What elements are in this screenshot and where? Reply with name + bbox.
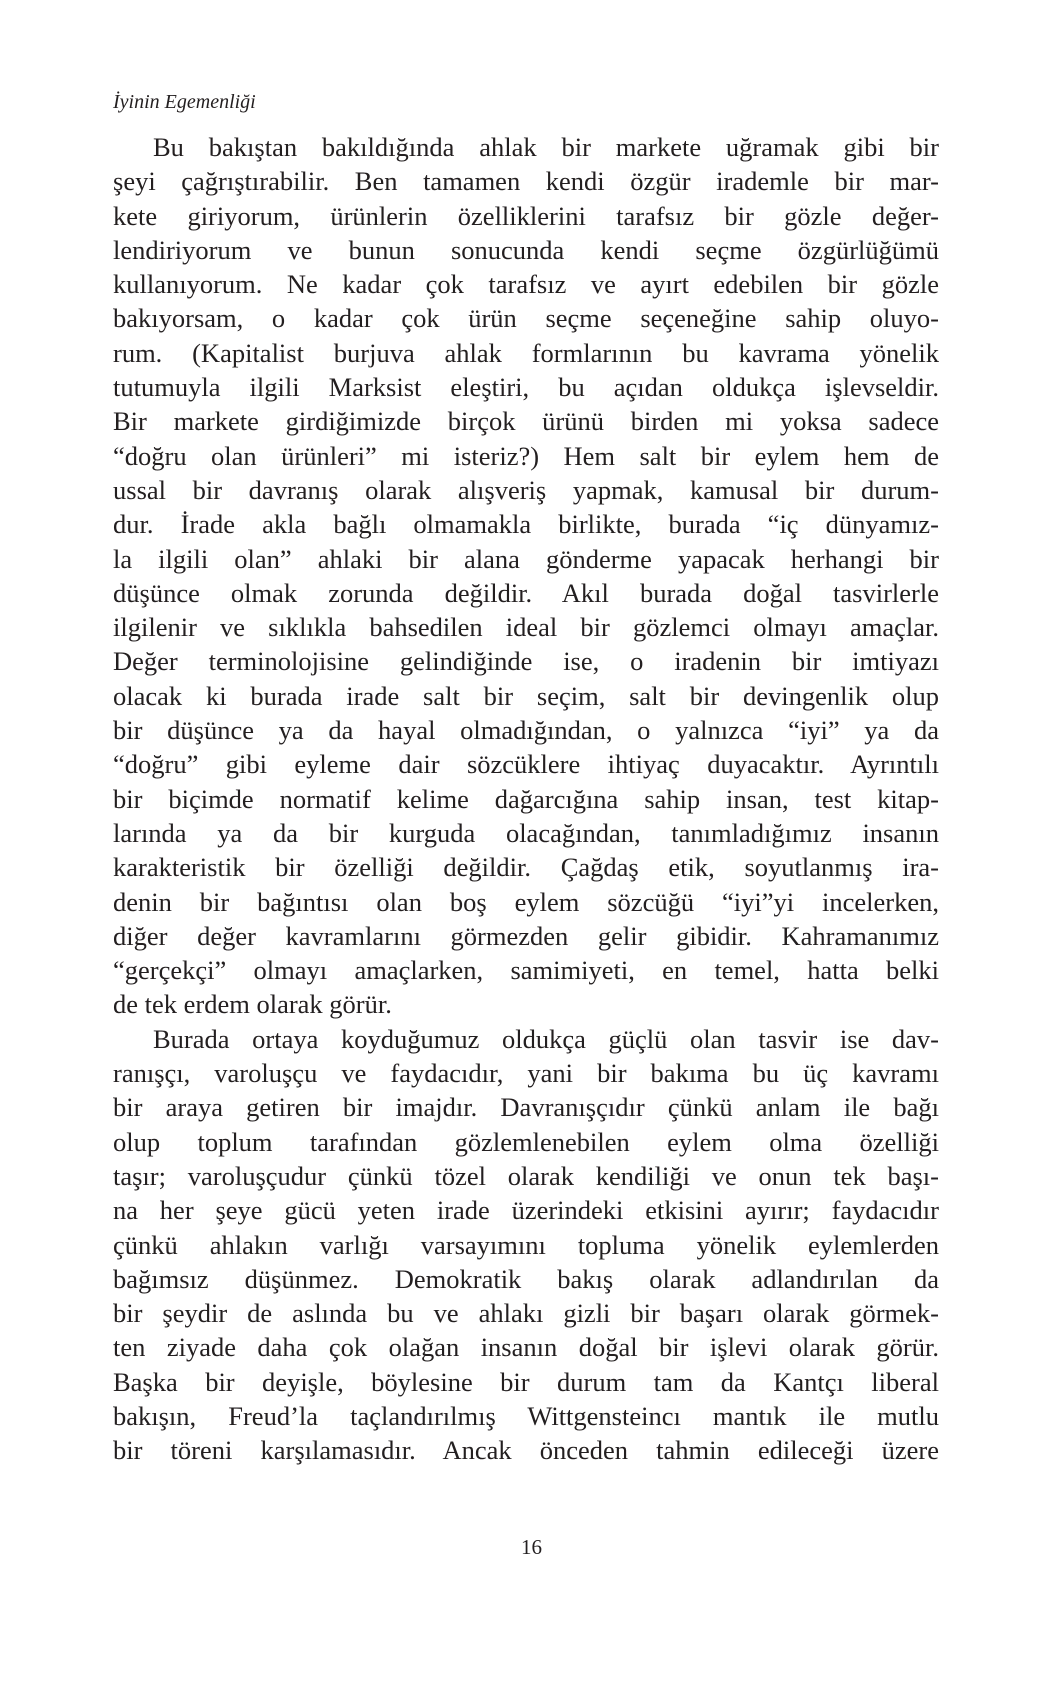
text-line: lendiriyorum ve bunun sonucunda kendi seçme özgürlüğümü — [113, 234, 939, 265]
text-line: olup toplum tarafından gözlemlenebilen eylem olma özelliği — [113, 1126, 939, 1157]
text-line: diğer değer kavramlarını görmezden gelir gibidir. Kahramanımız — [113, 920, 939, 951]
paragraph-1 — [113, 130, 939, 1022]
text-line: Burada ortaya koyduğumuz oldukça güçlü olan tasvir ise dav- — [153, 1023, 939, 1054]
text-line: kullanıyorum. Ne kadar çok tarafsız ve ayırt edebilen bir gözle — [113, 269, 939, 300]
text-line: bir araya getiren bir imajdır. Davranışçıdır çünkü anlam ile bağı — [113, 1092, 939, 1123]
text-line: bağımsız düşünmez. Demokratik bakış olarak adlandırılan da — [113, 1263, 939, 1294]
text-line: ranışçı, varoluşçu ve faydacıdır, yani bir bakıma bu üç kavramı — [113, 1058, 939, 1089]
text-line: “gerçekçi” olmayı amaçlarken, samimiyeti, en temel, hatta belki — [113, 955, 939, 986]
text-line: ilgilenir ve sıklıkla bahsedilen ideal bir gözlemci olmayı amaçlar. — [113, 612, 939, 643]
text-line: bir düşünce ya da hayal olmadığından, o yalnızca “iyi” ya da — [113, 715, 939, 746]
text-line: bir töreni karşılamasıdır. Ancak önceden tahmin edileceği üzere — [113, 1435, 939, 1466]
text-line: la ilgili olan” ahlaki bir alana gönderme yapacak herhangi bir — [113, 543, 939, 574]
text-line: bakışın, Freud’la taçlandırılmış Wittgensteincı mantık ile mutlu — [113, 1400, 939, 1431]
text-line: denin bir bağıntısı olan boş eylem sözcüğü “iyi”yi incelerken, — [113, 886, 939, 917]
text-line: Değer terminolojisine gelindiğinde ise, o iradenin bir imtiyazı — [113, 646, 939, 677]
text-line: şeyi çağrıştırabilir. Ben tamamen kendi özgür irademle bir mar- — [113, 166, 939, 197]
text-line: larında ya da bir kurguda olacağından, tanımladığımız insanın — [113, 817, 939, 848]
text-line: rum. (Kapitalist burjuva ahlak formlarının bu kavrama yönelik — [113, 337, 939, 368]
text-line: ussal bir davranış olarak alışveriş yapmak, kamusal bir durum- — [113, 474, 939, 505]
text-line: kete giriyorum, ürünlerin özelliklerini tarafsız bir gözle değer- — [113, 200, 939, 231]
text-line: karakteristik bir özelliği değildir. Çağdaş etik, soyutlanmış ira- — [113, 852, 939, 883]
text-line: de tek erdem olarak görür. — [113, 989, 392, 1020]
text-line: düşünce olmak zorunda değildir. Akıl burada doğal tasvirlerle — [113, 577, 939, 608]
text-line: dur. İrade akla bağlı olmamakla birlikte, burada “iç dünyamız- — [113, 509, 939, 540]
text-line: “doğru” gibi eyleme dair sözcüklere ihtiyaç duyacaktır. Ayrıntılı — [113, 749, 939, 780]
text-line: olacak ki burada irade salt bir seçim, salt bir devingenlik olup — [113, 680, 939, 711]
page-number: 16 — [521, 1535, 542, 1559]
text-line: Bu bakıştan bakıldığında ahlak bir markete uğramak gibi bir — [153, 132, 939, 162]
text-line: tutumuyla ilgili Marksist eleştiri, bu açıdan oldukça işlevseldir. — [113, 372, 939, 403]
paragraph-2 — [113, 1022, 939, 1468]
body-text — [113, 130, 939, 1468]
text-line: na her şeye gücü yeten irade üzerindeki etkisini ayırır; faydacıdır — [113, 1195, 939, 1226]
text-line: ten ziyade daha çok olağan insanın doğal bir işlevi olarak görür. — [113, 1332, 939, 1363]
running-head: İyinin Egemenliği — [113, 91, 256, 113]
text-line: Başka bir deyişle, böylesine bir durum tam da Kantçı liberal — [113, 1366, 939, 1397]
text-line: çünkü ahlakın varlığı varsayımını topluma yönelik eylemlerden — [113, 1229, 939, 1260]
text-line: Bir markete girdiğimizde birçok ürünü birden mi yoksa sadece — [113, 406, 939, 437]
text-line: taşır; varoluşçudur çünkü tözel olarak kendiliği ve onun tek başı- — [113, 1160, 939, 1191]
text-line: bir şeydir de aslında bu ve ahlakı gizli bir başarı olarak görmek- — [113, 1298, 939, 1329]
text-line: bir biçimde normatif kelime dağarcığına sahip insan, test kitap- — [113, 783, 939, 814]
text-line: bakıyorsam, o kadar çok ürün seçme seçeneğine sahip oluyo- — [113, 303, 939, 334]
text-line: “doğru olan ürünleri” mi isteriz?) Hem salt bir eylem hem de — [113, 440, 939, 471]
